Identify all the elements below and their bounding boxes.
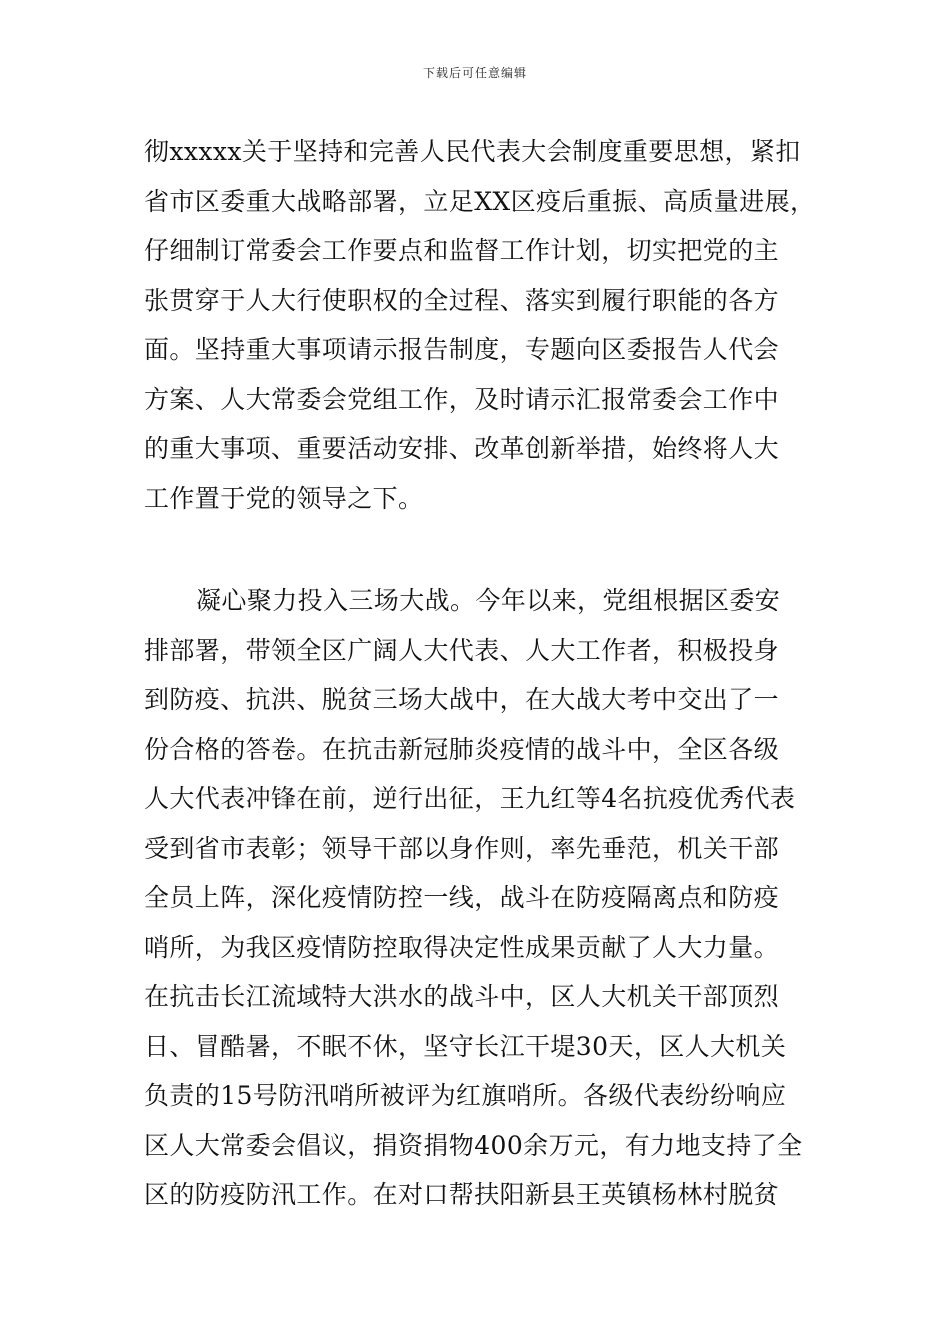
- text-line: 张贯穿于人大行使职权的全过程、落实到履行职能的各方: [144, 285, 780, 315]
- text-line: 份合格的答卷。在抗击新冠肺炎疫情的战斗中，全区各级: [144, 734, 780, 764]
- text-line: 受到省市表彰；领导干部以身作则，率先垂范，机关干部: [144, 833, 780, 863]
- paragraph-1: [144, 127, 824, 523]
- text-line-first-indented: 凝心聚力投入三场大战。今年以来，党组根据区委安: [196, 586, 781, 615]
- text-line: 全员上阵，深化疫情防控一线，战斗在防疫隔离点和防疫: [144, 883, 780, 912]
- text-line: 仔细制订常委会工作要点和监督工作计划，切实把党的主: [144, 236, 780, 265]
- paragraph-2: [144, 576, 824, 1220]
- text-line: 面。坚持重大事项请示报告制度，专题向区委报告人代会: [144, 335, 780, 364]
- text-line: 在抗击长江流域特大洪水的战斗中，区人大机关干部顶烈: [144, 982, 780, 1011]
- text-line: 哨所，为我区疫情防控取得决定性成果贡献了人大力量。: [144, 932, 780, 962]
- text-line: 区的防疫防汛工作。在对口帮扶阳新县王英镇杨林村脱贫: [144, 1180, 780, 1209]
- text-line: 区人大常委会倡议，捐资捐物400余万元，有力地支持了全: [144, 1130, 803, 1160]
- text-line: 负责的15号防汛哨所被评为红旗哨所。各级代表纷纷响应: [144, 1081, 787, 1110]
- text-line: 工作置于党的领导之下。: [144, 483, 424, 513]
- text-line: 到防疫、抗洪、脱贫三场大战中，在大战大考中交出了一: [144, 685, 780, 714]
- text-line: 省市区委重大战略部署，立足XX区疫后重振、高质量进展，: [144, 186, 816, 216]
- page-header: 下载后可任意编辑: [422, 66, 527, 80]
- text-line: 方案、人大常委会党组工作，及时请示汇报常委会工作中: [144, 384, 780, 414]
- text-line: 的重大事项、重要活动安排、改革创新举措，始终将人大: [144, 434, 780, 463]
- text-line: 彻xxxxx关于坚持和完善人民代表大会制度重要思想，紧扣: [144, 137, 801, 166]
- text-line: 排部署，带领全区广阔人大代表、人大工作者，积极投身: [144, 635, 780, 665]
- text-line: 人大代表冲锋在前，逆行出征，王九红等4名抗疫优秀代表: [144, 784, 796, 813]
- text-line: 日、冒酷暑，不眠不休，坚守长江干堤30天，区人大机关: [144, 1031, 787, 1061]
